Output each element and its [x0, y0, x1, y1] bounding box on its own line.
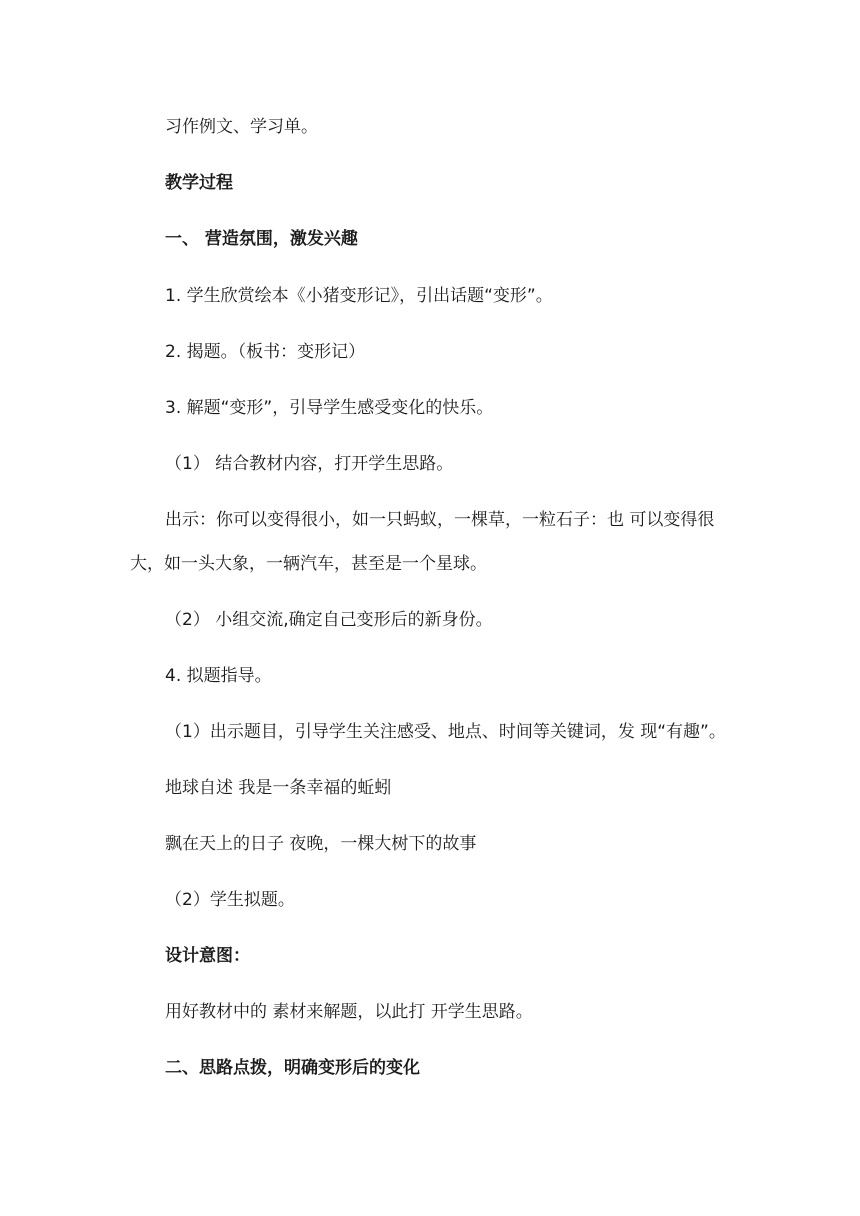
- design-intent-text: 用好教材中的 素材来解题，以此打 开学生思路。: [165, 1002, 533, 1022]
- show-paragraph-line-1: 出示：你可以变得很小，如一只蚂蚁，一棵草，一粒石子：也 可以变得很: [165, 510, 715, 530]
- example-titles-line-1: 地球自述 我是一条幸福的蚯蚓: [165, 778, 392, 798]
- show-paragraph-line-2: 大，如一头大象，一辆汽车，甚至是一个星球。: [130, 554, 487, 574]
- step-4-substep-2-line: （2）学生拟题。: [165, 890, 295, 910]
- section-heading-teaching-process: 教学过程: [165, 173, 233, 193]
- step-4-substep-1-line: （1）出示题目，引导学生关注感受、地点、时间等关键词，发 现“有趣”。: [165, 722, 726, 742]
- step-1-line: 1. 学生欣赏绘本《小猪变形记》，引出话题“变形”。: [165, 286, 553, 306]
- section-heading-one: 一、 营造氛围，激发兴趣: [165, 229, 358, 249]
- materials-line: 习作例文、学习单。: [165, 117, 318, 137]
- design-intent-heading: 设计意图：: [165, 946, 250, 966]
- substep-1-line: （1） 结合教材内容，打开学生思路。: [165, 454, 454, 474]
- section-heading-two: 二、思路点拨，明确变形后的变化: [165, 1058, 420, 1078]
- step-2-line: 2. 揭题。（板书：变形记）: [165, 342, 366, 362]
- example-titles-line-2: 飘在天上的日子 夜晚，一棵大树下的故事: [165, 834, 477, 854]
- step-3-line: 3. 解题“变形”，引导学生感受变化的快乐。: [165, 398, 494, 418]
- substep-2-line: （2） 小组交流,确定自己变形后的新身份。: [165, 610, 493, 630]
- step-4-line: 4. 拟题指导。: [165, 666, 272, 686]
